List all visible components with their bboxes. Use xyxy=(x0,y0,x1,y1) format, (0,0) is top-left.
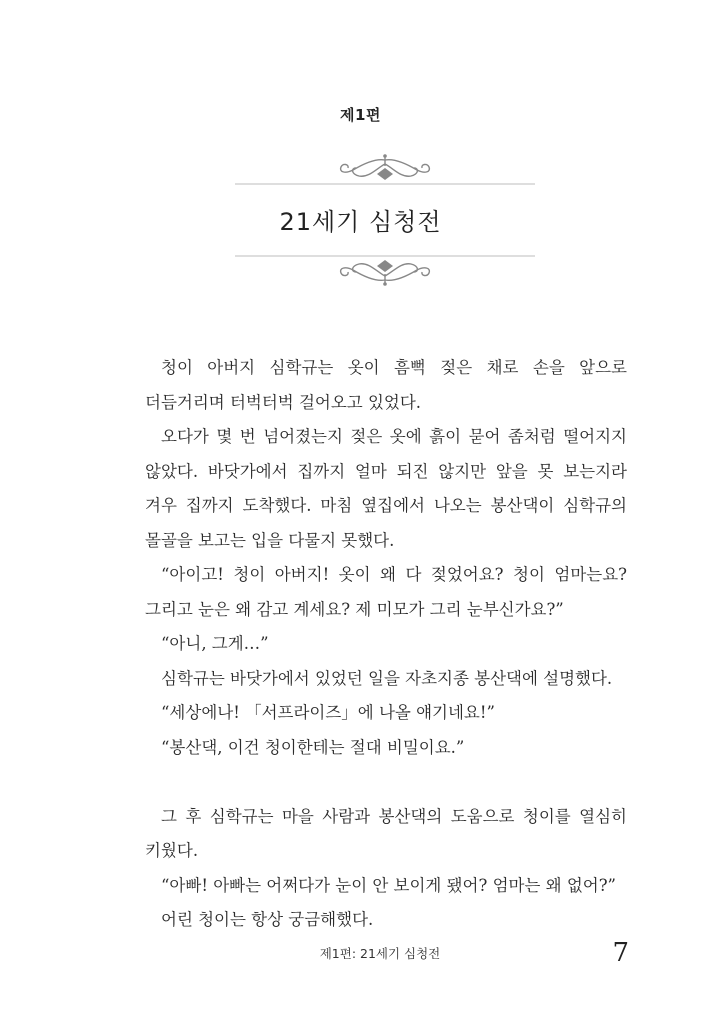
paragraph: 청이 아버지 심학규는 옷이 흠뻑 젖은 채로 손을 앞으로 더듬거리며 터벅터벅 걸어오고 있었다. xyxy=(145,358,627,412)
flourish-ornament-bottom-icon xyxy=(235,248,535,288)
paragraph: 오다가 몇 번 넘어졌는지 젖은 옷에 흙이 묻어 좀처럼 떨어지지 않았다. 바닷가에서 집까지 얼마 되진 않지만 앞을 못 보는지라 겨우 집까지 도착했다. 마침 옆집에서 나오는 봉산댁이 심학규의 몰골을 보고는 입을 다물지 못했다. xyxy=(145,427,627,550)
paragraph: “아이고! 청이 아버지! 옷이 왜 다 젖었어요? 청이 엄마는요? 그리고 눈은 왜 감고 계세요? 제 미모가 그리 눈부신가요?” xyxy=(145,565,627,619)
paragraph-gap xyxy=(145,765,627,800)
paragraph: “아니, 그게…” xyxy=(161,634,269,653)
body-text xyxy=(145,351,627,938)
paragraph: “봉산댁, 이건 청이한테는 절대 비밀이요.” xyxy=(161,737,465,757)
paragraph: “세상에나! 「서프라이즈」에 나올 얘기네요!” xyxy=(161,703,495,722)
running-title: 제1편: 21세기 심청전 xyxy=(319,946,441,961)
chapter-title: 21세기 심청전 xyxy=(279,208,442,236)
part-label: 제1편 xyxy=(340,106,381,124)
paragraph: 어린 청이는 항상 궁금해했다. xyxy=(161,910,374,929)
page-number: 7 xyxy=(612,938,629,968)
paragraph: 그 후 심학규는 마을 사람과 봉산댁의 도움으로 청이를 열심히 키웠다. xyxy=(145,806,627,860)
flourish-ornament-top-icon xyxy=(235,152,535,192)
paragraph: “아빠! 아빠는 어쩌다가 눈이 안 보이게 됐어? 엄마는 왜 없어?” xyxy=(161,875,616,895)
paragraph: 심학규는 바닷가에서 있었던 일을 자초지종 봉산댁에 설명했다. xyxy=(161,668,613,688)
